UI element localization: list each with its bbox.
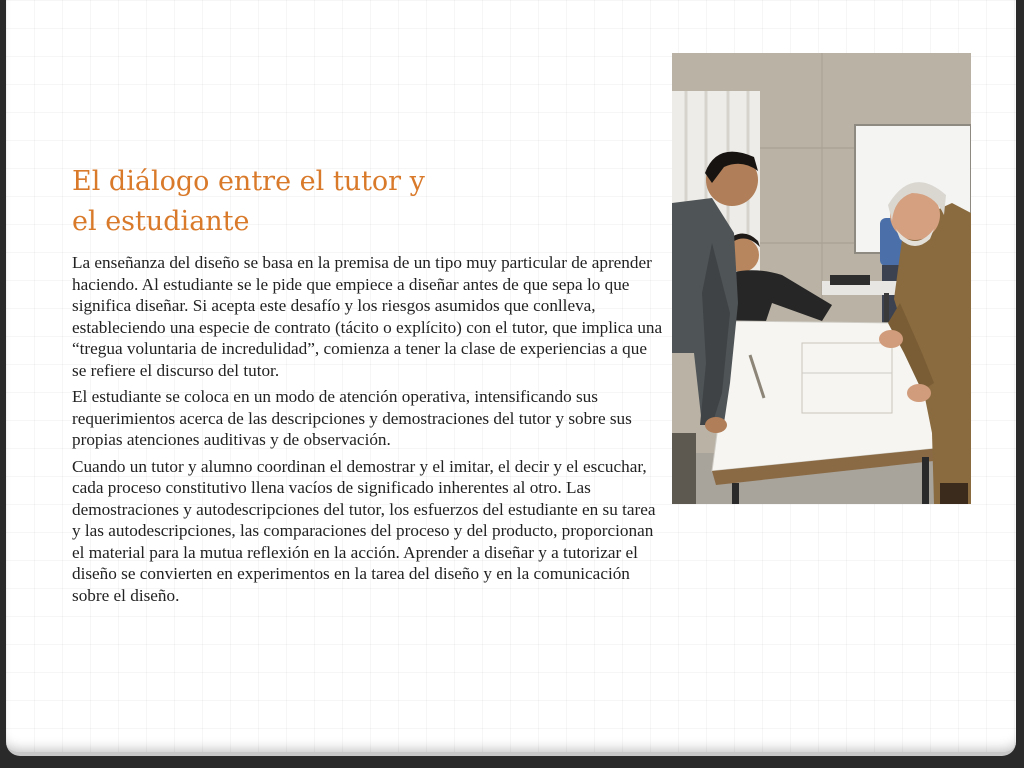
- slide: [6, 0, 1016, 756]
- paragraph-2: El estudiante se coloca en un modo de atención operativa, intensificando sus requerimientos acerca de las descripciones y demostraciones del tutor y sobre sus propias atenciones auditivas y de observación.: [72, 387, 632, 449]
- slide-title: [72, 162, 492, 242]
- paragraph-3: Cuando un tutor y alumno coordinan el demostrar y el imitar, el decir y el escuchar, cada proceso constitutivo llena vacíos de significado inherentes al otro. Las demostraciones y autodescripciones del tutor, los esfuerzos del estudiante en su tarea y las autodescripciones, las comparaciones del proceso y del producto, proporcionan el material para la mutua reflexión en la acción. Aprender a diseñar y a tutorizar el diseño se convierten en experimentos en la tarea del diseño y en la comunicación sobre el diseño.: [72, 456, 656, 605]
- classroom-photo: [672, 53, 971, 504]
- paragraph-1: La enseñanza del diseño se basa en la premisa de un tipo muy particular de aprender haciendo. Al estudiante se le pide que empiece a diseñar antes de que sepa lo que significa diseñar. Si acepta este desafío y los riesgos asumidos que conlleva, estableciendo una especie de contrato (tácito o explícito) con el tutor, que implica una “tregua voluntaria de incredulidad”, comienza a tener la clase de experiencias a que se refiere el discurso del tutor.: [72, 253, 663, 380]
- slide-title-line-1: El diálogo entre el tutor y: [72, 166, 425, 197]
- slide-body: [72, 252, 664, 611]
- slide-title-line-2: el estudiante: [72, 206, 250, 237]
